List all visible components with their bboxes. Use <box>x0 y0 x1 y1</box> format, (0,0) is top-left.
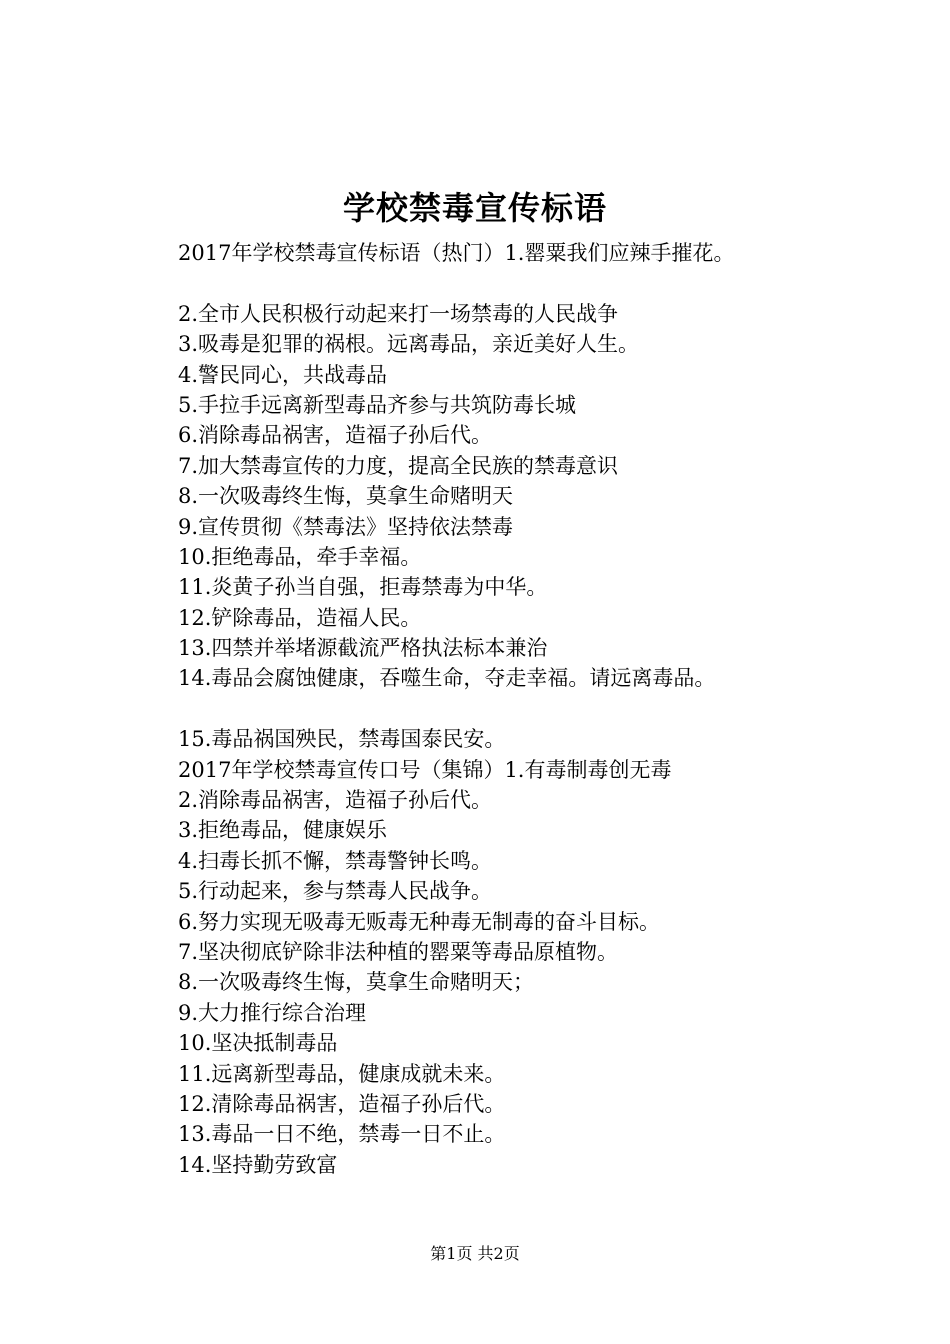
slogan-line: 8.一次吸毒终生悔，莫拿生命赌明天 <box>178 484 514 509</box>
slogan-line: 15.毒品祸国殃民，禁毒国泰民安。 <box>178 727 506 752</box>
document-title: 学校禁毒宣传标语 <box>342 189 607 227</box>
slogan-line: 8.一次吸毒终生悔，莫拿生命赌明天； <box>178 970 535 995</box>
slogan-line: 9.宣传贯彻《禁毒法》坚持依法禁毒 <box>178 514 514 539</box>
blank-line <box>178 694 938 724</box>
slogan-line: 9.大力推行综合治理 <box>178 1000 367 1025</box>
slogan-line: 10.拒绝毒品，牵手幸福。 <box>178 544 422 569</box>
slogan-line: 10.坚决抵制毒品 <box>178 1031 338 1056</box>
slogan-line: 2017年学校禁毒宣传口号（集锦）1.有毒制毒创无毒 <box>178 757 672 782</box>
slogan-line: 6.消除毒品祸害，造福子孙后代。 <box>178 423 493 448</box>
slogan-line: 2.消除毒品祸害，造福子孙后代。 <box>178 788 493 813</box>
blank-line <box>178 268 938 298</box>
slogan-line: 14.毒品会腐蚀健康，吞噬生命，夺走幸福。请远离毒品。 <box>178 666 716 691</box>
slogan-line: 2017年学校禁毒宣传标语（热门）1.罂粟我们应辣手摧花。 <box>178 241 735 265</box>
slogan-line: 13.毒品一日不绝，禁毒一日不止。 <box>178 1122 506 1147</box>
slogan-line: 11.炎黄子孙当自强，拒毒禁毒为中华。 <box>178 575 548 600</box>
slogan-line: 13.四禁并举堵源截流严格执法标本兼治 <box>178 636 548 661</box>
slogan-line: 6.努力实现无吸毒无贩毒无种毒无制毒的奋斗目标。 <box>178 909 661 934</box>
slogan-line: 5.手拉手远离新型毒品齐参与共筑防毒长城 <box>178 392 577 417</box>
slogan-line: 3.拒绝毒品，健康娱乐 <box>178 818 388 843</box>
slogan-line: 2.全市人民积极行动起来打一场禁毒的人民战争 <box>178 301 619 326</box>
slogan-line: 3.吸毒是犯罪的祸根。远离毒品，亲近美好人生。 <box>178 332 640 357</box>
slogan-list <box>178 238 938 1180</box>
slogan-line: 7.坚决彻底铲除非法种植的罂粟等毒品原植物。 <box>178 939 619 964</box>
slogan-line: 4.警民同心，共战毒品 <box>178 362 388 387</box>
slogan-line: 11.远离新型毒品，健康成就未来。 <box>178 1061 506 1086</box>
slogan-line: 12.铲除毒品，造福人民。 <box>178 605 422 630</box>
slogan-line: 12.清除毒品祸害，造福子孙后代。 <box>178 1091 506 1116</box>
slogan-line: 7.加大禁毒宣传的力度，提高全民族的禁毒意识 <box>178 453 619 478</box>
page-footer: 第1页 共2页 <box>430 1244 520 1263</box>
slogan-line: 5.行动起来，参与禁毒人民战争。 <box>178 879 493 904</box>
slogan-line: 4.扫毒长抓不懈，禁毒警钟长鸣。 <box>178 848 493 873</box>
slogan-line: 14.坚持勤劳致富 <box>178 1152 338 1177</box>
